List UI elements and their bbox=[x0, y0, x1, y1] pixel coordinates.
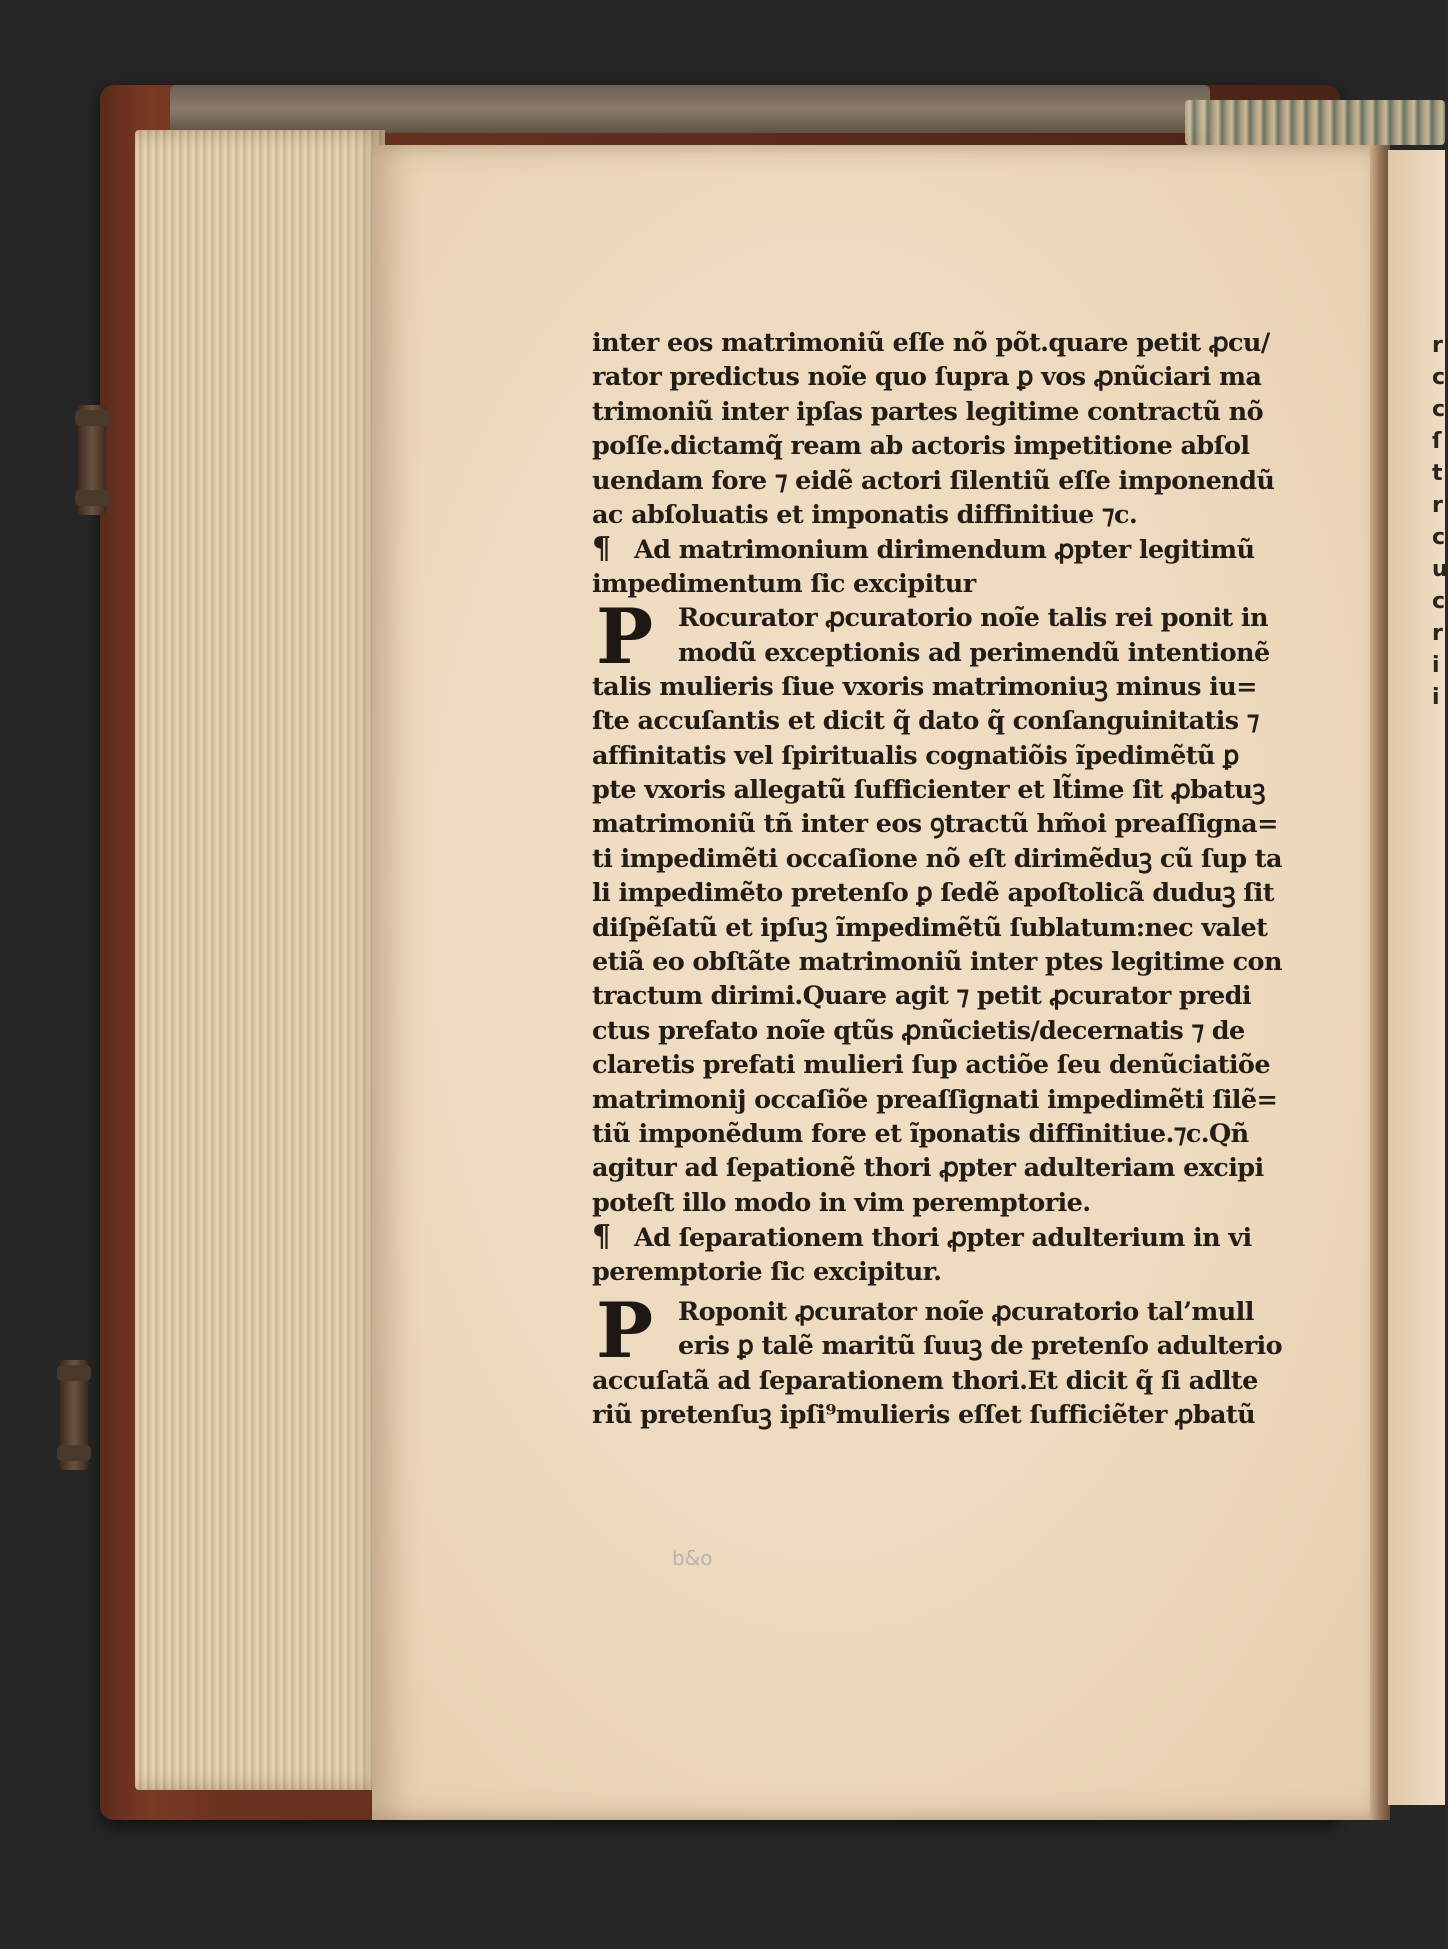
text-line: rator predictus noĩe quo ſupra ꝑ vos ꝓnũciari ma bbox=[592, 362, 1262, 393]
text-line: Rocurator ꝓcuratorio noĩe talis rei ponit in bbox=[678, 603, 1268, 634]
text-line: ſte accuſantis et dicit q̃ dato q̃ conſanguinitatis ⁊ bbox=[592, 706, 1259, 737]
text-line: agitur ad ſepationẽ thori ꝓpter adulteriam excipi bbox=[592, 1153, 1264, 1184]
clasp-lower-knob bbox=[57, 1365, 91, 1381]
text-line: tiũ imponẽdum fore et ĩponatis diffinitiue.⁊c.Qñ bbox=[592, 1118, 1249, 1149]
text-line: riũ pretenſuꝫ ipſi⁹mulieris eſſet ſufficiẽter ꝓbatũ bbox=[592, 1400, 1256, 1431]
page-edges bbox=[135, 130, 385, 1790]
text-line: inter eos matrimoniũ eſſe nõ põt.quare petit ꝓcu/ bbox=[592, 328, 1270, 358]
gutter bbox=[1370, 145, 1390, 1820]
text-line: talis mulieris ſiue vxoris matrimoniuꝫ minus iu= bbox=[592, 671, 1257, 702]
text-line: modũ exceptionis ad perimendũ intentionẽ bbox=[678, 637, 1270, 668]
recto-text-fragment: r c c ſ t r c u c r i i bbox=[1432, 333, 1448, 710]
text-block bbox=[592, 326, 1337, 1433]
rubric-line: impedimentum ſic excipitur bbox=[592, 568, 976, 599]
text-line: trimoniũ inter ipſas partes legitime contractũ nõ bbox=[592, 396, 1264, 427]
text-line: ac abſoluatis et imponatis diffinitiue ⁊c. bbox=[592, 499, 1138, 530]
text-line: uendam fore ⁊ eidẽ actori ſilentiũ eſſe imponendũ bbox=[592, 465, 1275, 496]
rubric-text: Ad matrimonium dirimendum ꝓpter legitimũ bbox=[634, 535, 1255, 566]
text-line: diſpẽſatũ et ipſuꝫ ĩmpedimẽtũ ſublatum:nec valet bbox=[592, 912, 1268, 943]
text-line: matrimonij occaſiõe preaſſignati impedimẽti ſilẽ= bbox=[592, 1084, 1278, 1115]
capped-paragraph bbox=[592, 592, 1337, 682]
text-line: ti impedimẽti occaſione nõ eſt dirimẽduꝫ cũ ſup ta bbox=[592, 843, 1282, 874]
text-line: ctus prefato noĩe qtũs ꝓnũcietis/decernatis ⁊ de bbox=[592, 1015, 1245, 1046]
drop-cap: P bbox=[596, 592, 653, 682]
cover-top-edge bbox=[170, 85, 1210, 133]
text-line: claretis prefati mulieri ſup actiõe ſeu denũciatiõe bbox=[592, 1050, 1270, 1081]
drop-cap: P bbox=[596, 1285, 653, 1375]
text-line: etiã eo obſtãte matrimoniũ inter ptes legitime con bbox=[592, 947, 1282, 978]
rubric-line bbox=[592, 1220, 1337, 1254]
rubric-text: Ad ſeparationem thori ꝓpter adulterium in vi bbox=[634, 1223, 1252, 1254]
text-line: tractum dirimi.Quare agit ⁊ petit ꝓcurator predi bbox=[592, 981, 1251, 1012]
clasp-upper-knob-lower bbox=[75, 490, 109, 506]
text-line: accuſatã ad ſeparationem thori.Et dicit q̃ ſi adlte bbox=[592, 1365, 1258, 1396]
rubric-line: peremptorie ſic excipitur. bbox=[592, 1256, 942, 1287]
text-line: eris ꝑ talẽ maritũ ſuuꝫ de pretenſo adulterio bbox=[678, 1331, 1283, 1362]
text-line: affinitatis vel ſpiritualis cognatiõis ĩpedimẽtũ ꝑ bbox=[592, 740, 1239, 771]
clasp-upper-knob bbox=[75, 410, 109, 426]
text-line: poteſt illo modo in vim peremptorie. bbox=[592, 1187, 1091, 1218]
rubric-line bbox=[592, 532, 1337, 566]
text-line: poſſe.dictamq̃ ream ab actoris impetitione abſol bbox=[592, 431, 1250, 462]
clasp-lower-knob-lower bbox=[57, 1445, 91, 1461]
paragraph-mark-icon: ¶ bbox=[592, 1219, 611, 1255]
paragraph-mark-icon: ¶ bbox=[592, 531, 611, 567]
capped-paragraph bbox=[592, 1285, 1337, 1375]
text-line: li impedimẽto pretenſo ꝑ ſedẽ apoſtolicã duduꝫ ſit bbox=[592, 878, 1274, 909]
text-line: matrimoniũ tñ inter eos ꝯtractũ hm̃oi preaſſigna= bbox=[592, 809, 1278, 840]
text-line: Roponit ꝓcurator noĩe ꝓcuratorio tal’mull bbox=[678, 1296, 1254, 1327]
signature-mark: b&o bbox=[672, 1546, 713, 1570]
headband bbox=[1185, 100, 1445, 145]
text-line: pte vxoris allegatũ ſufficienter et lt̃ime ſit ꝓbatuꝫ bbox=[592, 775, 1265, 806]
